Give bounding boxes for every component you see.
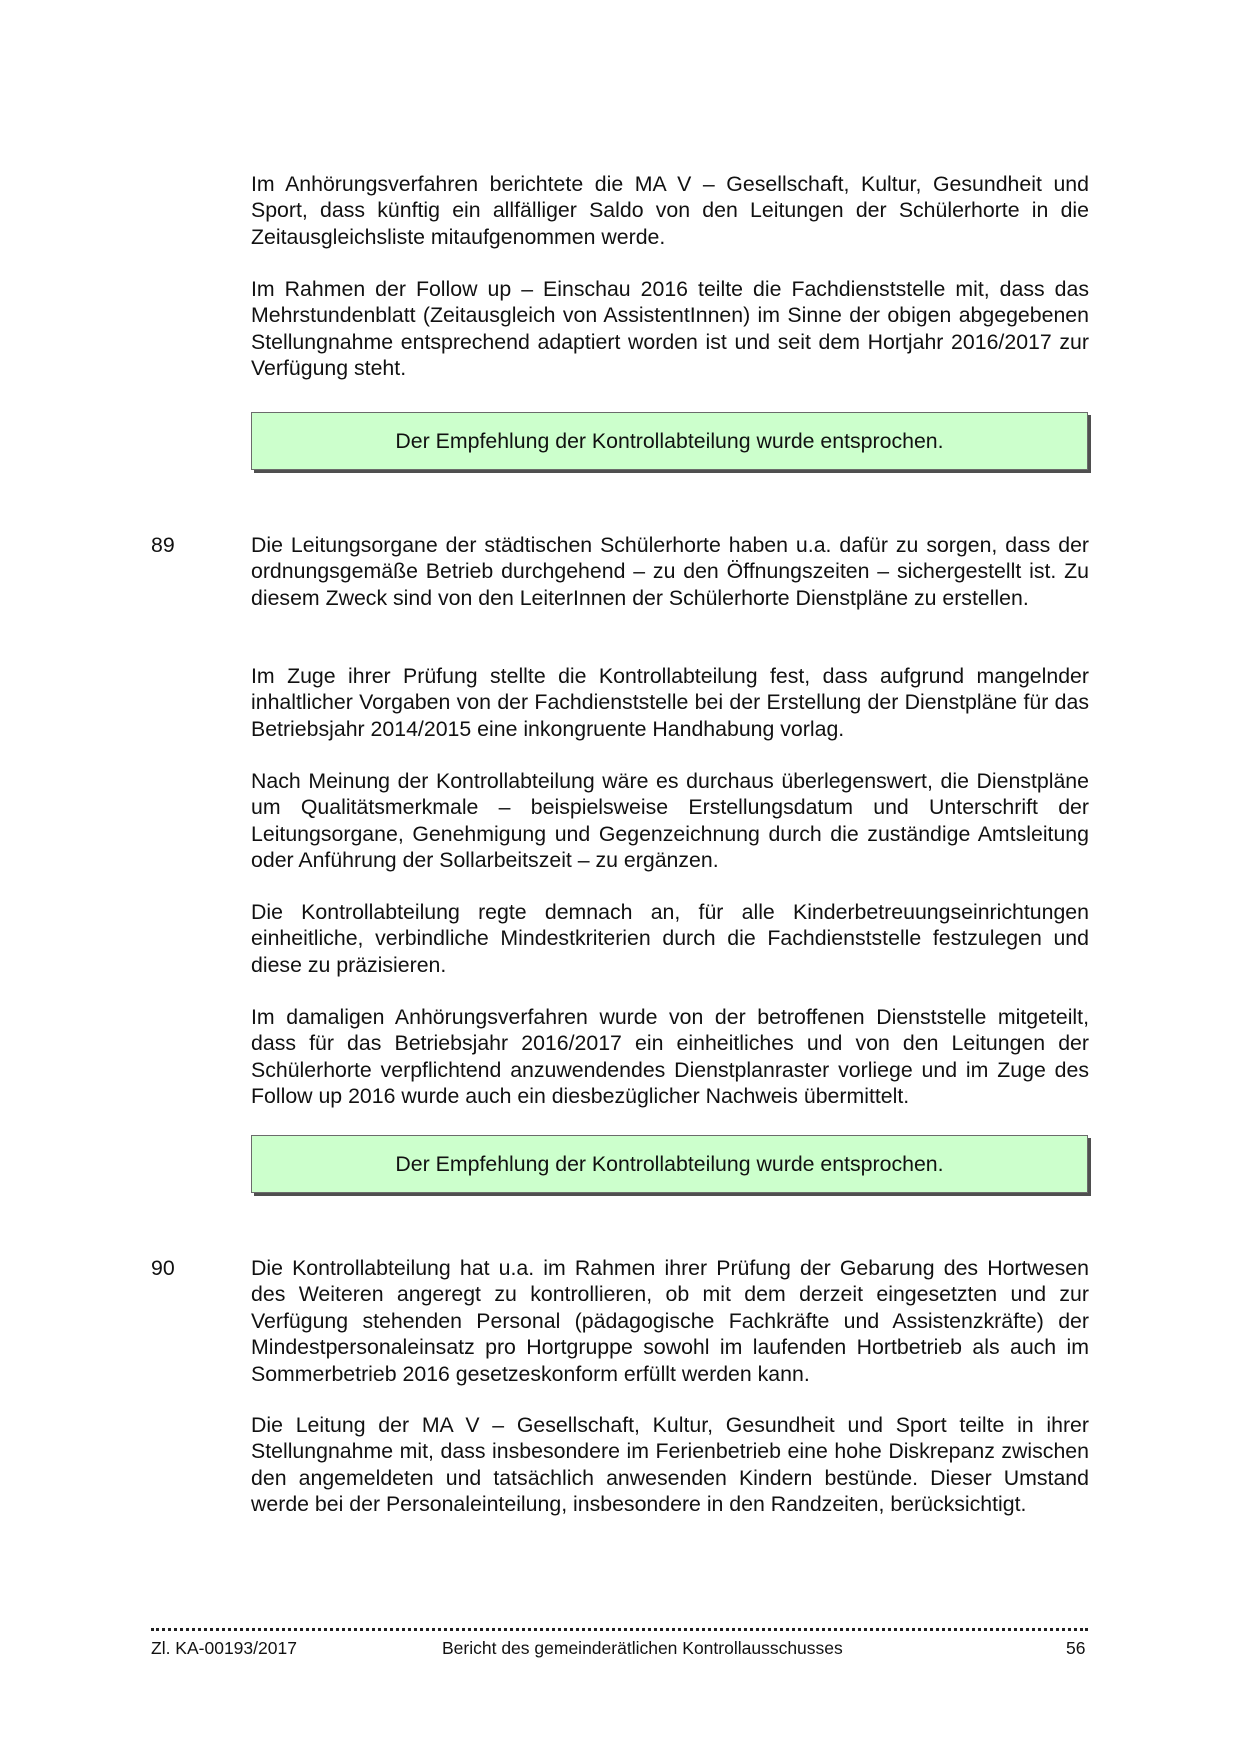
recommendation-status-text: Der Empfehlung der Kontrollabteilung wurde entsprochen. — [395, 428, 944, 453]
paragraph-anhoerung-saldo: Im Anhörungsverfahren berichtete die MA V – Gesellschaft, Kultur, Gesundheit und Sport, dass künftig ein allfälliger Saldo von den Leitungen der Schülerhorte in die Zeitausgleichsliste mitaufgenommen werde. — [251, 172, 1089, 249]
recommendation-status-text: Der Empfehlung der Kontrollabteilung wurde entsprochen. — [395, 1151, 944, 1176]
paragraph-leitungsorgane: Die Leitungsorgane der städtischen Schülerhorte haben u.a. dafür zu sorgen, dass der ordnungsgemäße Betrieb durchgehend – zu den Öffnungszeiten – sichergestellt ist. Zu diesem Zweck sind von den LeiterInnen der Schülerhorte Dienstpläne zu erstellen. — [251, 533, 1089, 610]
paragraph-mindestkriterien: Die Kontrollabteilung regte demnach an, für alle Kinderbetreuungseinrichtungen einheitliche, verbindliche Mindestkriterien durch die Fachdienststelle festzulegen und diese zu präzisieren. — [251, 900, 1089, 977]
section-number-90: 90 — [151, 1256, 175, 1280]
paragraph-pruefung-dienstplaene: Im Zuge ihrer Prüfung stellte die Kontrollabteilung fest, dass aufgrund mangelnder inhaltlicher Vorgaben von der Fachdienststelle bei der Erstellung der Dienstpläne für das Betriebsjahr 2014/2015 eine inkongruente Handhabung vorlag. — [251, 664, 1089, 741]
footer-reference: Zl. KA-00193/2017 — [151, 1638, 297, 1658]
recommendation-status-box — [251, 1135, 1088, 1193]
paragraph-follow-up-mehrstundenblatt: Im Rahmen der Follow up – Einschau 2016 teilte die Fachdienststelle mit, dass das Mehrstundenblatt (Zeitausgleich von AssistentInnen) im Sinne der obigen abgegebenen Stellungnahme entsprechend adaptiert worden ist und seit dem Hortjahr 2016/2017 zur Verfügung steht. — [251, 277, 1089, 381]
footer-divider — [151, 1624, 1088, 1631]
section-number-89: 89 — [151, 533, 175, 557]
recommendation-status-box — [251, 412, 1088, 470]
paragraph-mindestpersonaleinsatz: Die Kontrollabteilung hat u.a. im Rahmen ihrer Prüfung der Gebarung des Hortwesen des Weiteren angeregt zu kontrollieren, ob mit dem derzeit eingesetzten und zur Verfügung stehenden Personal (pädagogische Fachkräfte und Assistenzkräfte) der Mindestpersonaleinsatz pro Hortgruppe sowohl im laufenden Hortbetrieb als auch im Sommerbetrieb 2016 gesetzeskonform erfüllt werden kann. — [251, 1256, 1089, 1386]
footer-title: Bericht des gemeinderätlichen Kontrollausschusses — [442, 1638, 843, 1658]
paragraph-ferienbetrieb-diskrepanz: Die Leitung der MA V – Gesellschaft, Kultur, Gesundheit und Sport teilte in ihrer Stellungnahme mit, dass insbesondere im Ferienbetrieb eine hohe Diskrepanz zwischen den angemeldeten und tatsächlich anwesenden Kindern bestünde. Dieser Umstand werde bei der Personaleinteilung, insbesondere in den Randzeiten, berücksichtigt. — [251, 1413, 1089, 1517]
footer-page-number: 56 — [1066, 1638, 1086, 1658]
paragraph-qualitaetsmerkmale: Nach Meinung der Kontrollabteilung wäre es durchaus überlegenswert, die Dienstpläne um Qualitätsmerkmale – beispielsweise Erstellungsdatum und Unterschrift der Leitungsorgane, Genehmigung und Gegenzeichnung durch die zuständige Amtsleitung oder Anführung der Sollarbeitszeit – zu ergänzen. — [251, 769, 1089, 873]
paragraph-dienstplanraster: Im damaligen Anhörungsverfahren wurde von der betroffenen Dienststelle mitgeteilt, dass für das Betriebsjahr 2016/2017 ein einheitliches und von den Leitungen der Schülerhorte verpflichtend anzuwendendes Dienstplanraster vorliege und im Zuge des Follow up 2016 wurde auch ein diesbezüglicher Nachweis übermittelt. — [251, 1005, 1089, 1109]
